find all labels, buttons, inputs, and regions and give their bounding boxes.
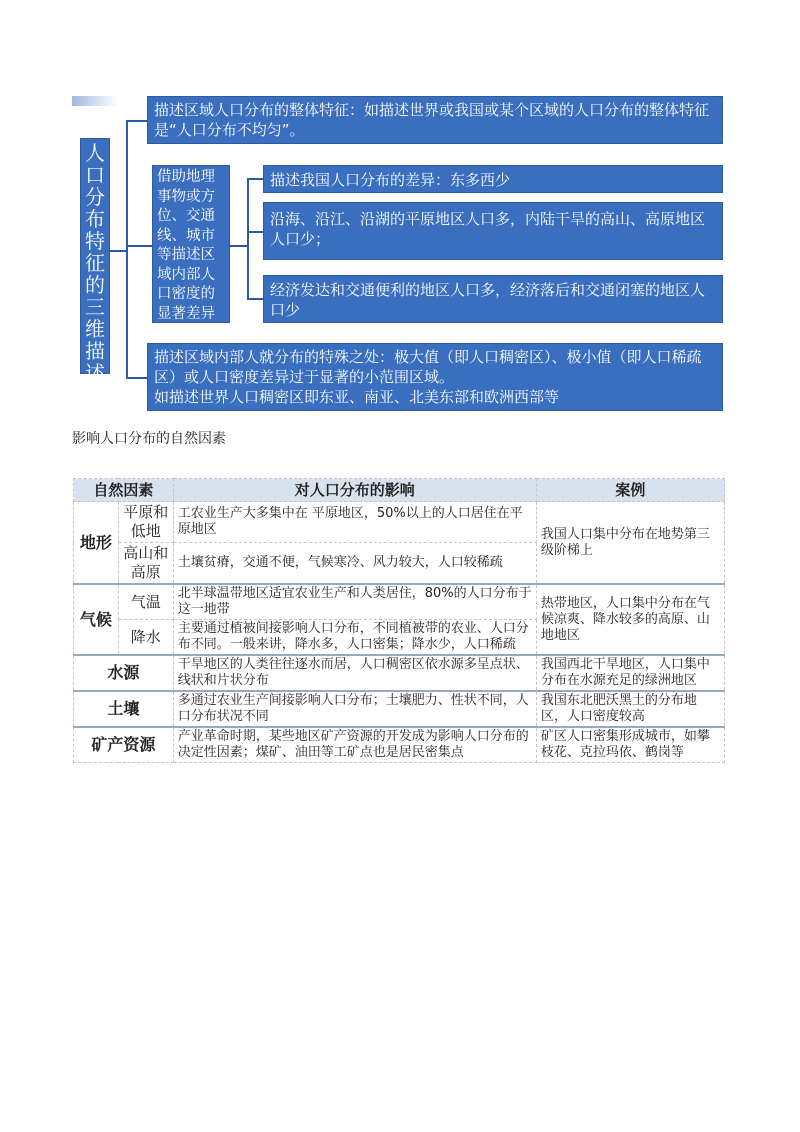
table-row-mineral [74,727,725,763]
natural-factors-table [73,478,725,763]
overall-feature-box: 描述区域人口分布的整体特征：如描述世界或我国或某个区域的人口分布的整体特征是“人口分布不均匀”。 [147,96,723,144]
rain-label: 降水 [118,620,173,656]
diff-item-1: 描述我国人口分布的差异：东多西少 [263,165,723,193]
mindmap-title: 人口分布特征的三维描述 [80,138,110,374]
table-row-terrain-plain [74,502,725,543]
soil-effect: 多通过农业生产间接影响人口分布；土壤肥力、性状不同，人口分布状况不同 [173,691,536,727]
temp-effect: 北半球温带地区适宜农业生产和人类居住，80%的人口分布于这一地带 [173,584,536,620]
water-label: 水源 [74,655,174,691]
terrain-label: 地形 [74,502,119,585]
diff-item-2: 沿海、沿江、沿湖的平原地区人口多，内陆干旱的高山、高原地区人口少； [263,202,723,260]
plain-label: 平原和低地 [118,502,173,543]
table-caption: 影响人口分布的自然因素 [72,431,226,447]
table-row-climate-temp [74,584,725,620]
terrain-case: 我国人口集中分布在地势第三级阶梯上 [536,502,724,585]
connector-overall [126,120,147,122]
connector-sub-1 [247,178,263,180]
table-header-row [74,479,725,502]
special-feature-example: 如描述世界人口稠密区即东亚、南亚、北美东部和欧洲西部等 [154,388,560,406]
climate-label: 气候 [74,584,119,655]
special-feature-box [147,343,723,411]
table-row-soil [74,691,725,727]
connector-sub-trunk [247,178,249,298]
table-row-water [74,655,725,691]
connector-sub-2 [247,231,263,233]
mineral-label: 矿产资源 [74,727,174,763]
soil-label: 土壤 [74,691,174,727]
header-factor: 自然因素 [74,479,174,502]
plain-effect: 工农业生产大多集中在 平原地区，50%以上的人口居住在平原地区 [173,502,536,543]
connector-diff [126,245,152,247]
climate-case: 热带地区，人口集中分布在气候凉爽、降水较多的高原、山地地区 [536,584,724,655]
mineral-case: 矿区人口密集形成城市，如攀枝花、克拉玛依、鹤岗等 [536,727,724,763]
header-effect: 对人口分布的影响 [173,479,536,502]
connector-sub-root [230,245,247,247]
diff-item-3: 经济发达和交通便利的地区人口多，经济落后和交通闭塞的地区人口少 [263,275,723,323]
decorative-strip [72,96,118,106]
connector-root [110,250,126,252]
header-case: 案例 [536,479,724,502]
temp-label: 气温 [118,584,173,620]
rain-effect: 主要通过植被间接影响人口分布，不同植被带的农业、人口分布不同。一般来讲，降水多，人口密集；降水少，人口稀疏 [173,620,536,656]
high-label: 高山和高原 [118,543,173,585]
water-case: 我国西北干旱地区，人口集中分布在水源充足的绿洲地区 [536,655,724,691]
soil-case: 我国东北肥沃黑土的分布地区，人口密度较高 [536,691,724,727]
connector-special [126,377,147,379]
mineral-effect: 产业革命时期，某些地区矿产资源的开发成为影响人口分布的决定性因素；煤矿、油田等工矿点也是居民密集点 [173,727,536,763]
differences-box: 借助地理事物或方位、交通线、城市等描述区域内部人口密度的显著差异 [152,165,230,323]
water-effect: 干旱地区的人类往往逐水而居，人口稠密区依水源多呈点状、线状和片状分布 [173,655,536,691]
connector-sub-3 [247,298,263,300]
high-effect: 土壤贫瘠，交通不便，气候寒冷、风力较大，人口较稀疏 [173,543,536,585]
special-feature-text: 描述区域内部人就分布的特殊之处：极大值（即人口稠密区）、极小值（即人口稀疏区）或人口密度差异过于显著的小范围区域。 [154,348,702,386]
connector-trunk [126,120,128,378]
